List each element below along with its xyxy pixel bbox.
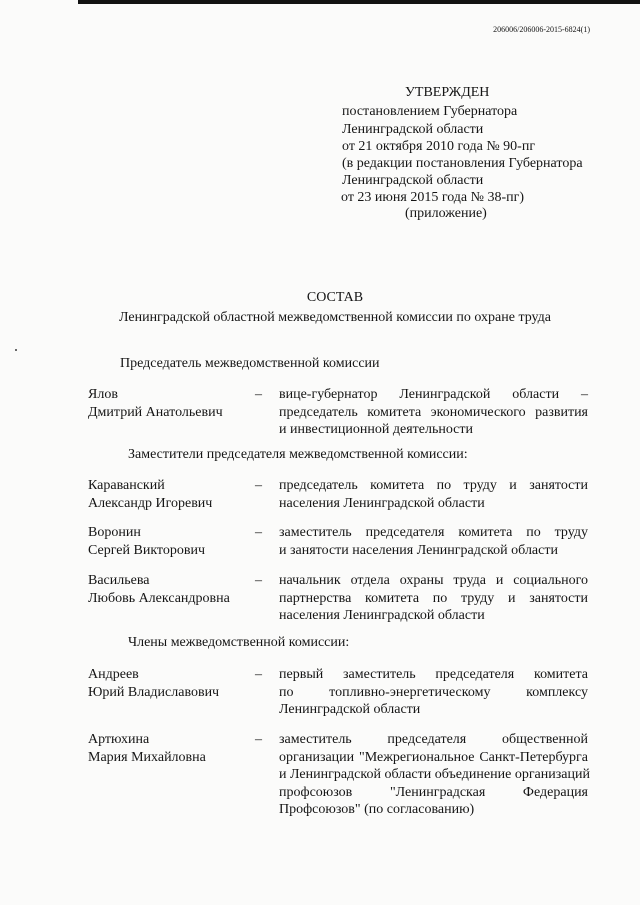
member-given-names: Мария Михайловна xyxy=(88,749,206,765)
section-heading: Члены межведомственной комиссии: xyxy=(128,635,350,650)
member-dash: – xyxy=(255,667,262,682)
member-dash: – xyxy=(255,387,262,402)
member-name xyxy=(88,666,219,701)
member-surname: Ялов xyxy=(88,387,118,402)
approval-line: от 21 октября 2010 года № 90-пг xyxy=(342,139,536,154)
member-surname: Караванский xyxy=(88,478,165,493)
member-position xyxy=(279,666,588,719)
member-position-line: партнерства комитета по труду и занятости xyxy=(279,590,588,606)
member-name xyxy=(88,731,206,766)
member-name xyxy=(88,524,205,559)
member-dash: – xyxy=(255,573,262,588)
member-position-line: Профсоюзов" (по согласованию) xyxy=(279,802,475,817)
scan-speck xyxy=(15,349,17,351)
member-position-line: председатель комитета экономического развития xyxy=(279,404,588,420)
member-given-names: Любовь Александровна xyxy=(88,590,230,606)
member-position-line: по топливно-энергетическому комплексу xyxy=(279,684,588,700)
member-dash: – xyxy=(255,525,262,540)
document-subtitle: Ленинградской областной межведомственной комиссии по охране труда xyxy=(118,310,552,325)
member-position-line: населения Ленинградской области xyxy=(279,495,485,511)
member-position xyxy=(279,731,588,819)
member-position xyxy=(279,477,588,512)
member-position xyxy=(279,386,588,439)
member-position-line: Ленинградской области xyxy=(279,702,421,717)
scan-edge-line xyxy=(78,0,640,4)
member-surname: Васильева xyxy=(88,573,150,588)
member-position-line: вице-губернатор Ленинградской области – xyxy=(279,387,588,402)
approval-line: Ленинградской области xyxy=(342,173,484,188)
member-position-line: начальник отдела охраны труда и социального xyxy=(279,573,588,588)
member-position-line: председатель комитета по труду и занятости xyxy=(279,478,588,493)
member-given-names: Дмитрий Анатольевич xyxy=(88,404,223,420)
member-position-line: заместитель председателя комитета по труду xyxy=(279,525,588,540)
member-position-line: организации "Межрегиональное Санкт-Петербурга xyxy=(279,749,588,765)
approval-line: постановлением Губернатора xyxy=(342,104,518,119)
section-heading: Заместители председателя межведомственной комиссии: xyxy=(128,447,468,462)
member-position-line: и занятости населения Ленинградской области xyxy=(279,542,558,558)
member-position-line: и Ленинградской области объединение организаций xyxy=(279,767,590,782)
approval-line: Ленинградской области xyxy=(342,122,484,137)
member-dash: – xyxy=(255,732,262,747)
member-name xyxy=(88,477,212,512)
member-name xyxy=(88,572,230,607)
approval-note: (приложение) xyxy=(405,206,487,221)
member-position-line: населения Ленинградской области xyxy=(279,608,485,623)
document-title: СОСТАВ xyxy=(306,290,364,305)
approval-line: (в редакции постановления Губернатора xyxy=(342,156,583,171)
approval-heading: УТВЕРЖДЕН xyxy=(405,85,490,100)
member-position xyxy=(279,572,588,625)
approval-line: от 23 июня 2015 года № 38-пг) xyxy=(341,190,525,205)
member-given-names: Юрий Владиславович xyxy=(88,684,220,700)
member-given-names: Сергей Викторович xyxy=(88,542,206,558)
member-surname: Воронин xyxy=(88,525,141,540)
member-position-line: заместитель председателя общественной xyxy=(279,732,588,747)
member-position-line: и инвестиционной деятельности xyxy=(279,422,473,437)
member-position xyxy=(279,524,588,559)
member-surname: Андреев xyxy=(88,667,139,682)
member-name xyxy=(88,386,223,421)
member-surname: Артюхина xyxy=(88,732,150,747)
section-heading: Председатель межведомственной комиссии xyxy=(120,356,380,371)
member-position-line: первый заместитель председателя комитета xyxy=(279,667,588,682)
document-id: 206006/206006-2015-6824(1) xyxy=(493,25,590,34)
member-given-names: Александр Игоревич xyxy=(88,495,213,511)
member-dash: – xyxy=(255,478,262,493)
member-position-line: профсоюзов "Ленинградская Федерация xyxy=(279,784,588,800)
